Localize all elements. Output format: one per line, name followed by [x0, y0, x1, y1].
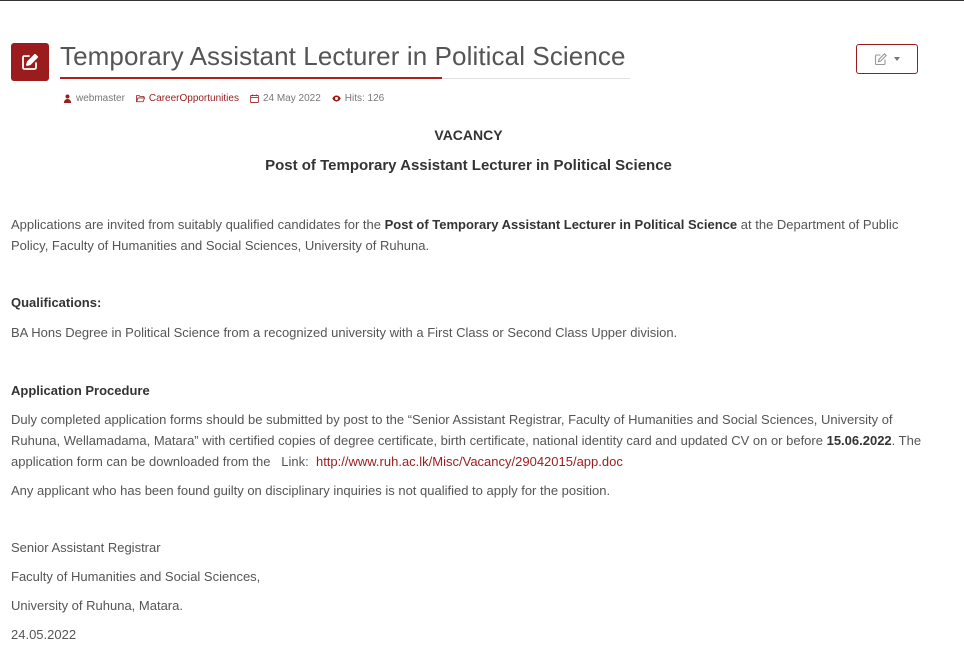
procedure-text-after: . The application form can be downloaded from the Link:	[11, 433, 925, 469]
meta-category	[136, 93, 239, 104]
article-meta	[63, 91, 395, 105]
meta-date	[250, 93, 321, 104]
edit-dropdown-button[interactable]	[856, 44, 918, 74]
deadline-date: 15.06.2022	[826, 433, 892, 448]
signature-faculty: Faculty of Humanities and Social Sciences,	[11, 569, 261, 584]
intro-paragraph	[11, 214, 926, 256]
meta-hits	[332, 93, 384, 104]
eye-icon	[332, 94, 341, 103]
qualifications-text: BA Hons Degree in Political Science from a recognized university with a First Class or Second Class Upper division.	[11, 325, 678, 340]
edit-square-icon	[11, 43, 49, 81]
calendar-icon	[250, 94, 259, 103]
folder-open-icon	[136, 94, 145, 103]
signature-title: Senior Assistant Registrar	[11, 540, 161, 555]
intro-post-name: Post of Temporary Assistant Lecturer in Political Science	[384, 217, 738, 232]
chevron-down-icon	[894, 57, 900, 61]
signature-date: 24.05.2022	[11, 627, 77, 642]
qualifications-heading: Qualifications:	[11, 295, 102, 310]
author-name: webmaster	[76, 92, 125, 104]
category-link[interactable]: CareerOpportunities	[148, 92, 239, 104]
meta-author	[63, 93, 125, 104]
title-underline-accent	[60, 77, 442, 79]
procedure-text-before: Duly completed application forms should be submitted by post to the “Senior Assistant Registrar, Faculty of Humanities and Social Sciences, University of Ruhuna, Wellamadama, Matara” with certified copies of degree certificate, birth certificate, national identity card and updated CV on or before	[11, 412, 893, 448]
user-icon	[63, 94, 72, 103]
procedure-heading: Application Procedure	[11, 383, 150, 398]
top-border	[0, 0, 964, 1]
vacancy-heading: VACANCY	[434, 127, 503, 143]
hit-count: Hits: 126	[344, 92, 385, 104]
page-title: Temporary Assistant Lecturer in Political Science	[60, 41, 626, 71]
disqualification-text: Any applicant who has been found guilty on disciplinary inquiries is not qualified to apply for the position.	[11, 483, 611, 498]
publish-date: 24 May 2022	[262, 92, 321, 104]
edit-icon	[874, 52, 888, 66]
signature-university: University of Ruhuna, Matara.	[11, 598, 183, 613]
procedure-paragraph	[11, 409, 926, 472]
intro-text-after: at the Department of Public Policy, Faculty of Humanities and Social Sciences, University of Ruhuna.	[11, 217, 899, 253]
application-form-link[interactable]: http://www.ruh.ac.lk/Misc/Vacancy/29042015/app.doc	[315, 454, 623, 469]
intro-text-before: Applications are invited from suitably qualified candidates for the	[11, 217, 385, 232]
post-heading: Post of Temporary Assistant Lecturer in Political Science	[265, 157, 672, 174]
